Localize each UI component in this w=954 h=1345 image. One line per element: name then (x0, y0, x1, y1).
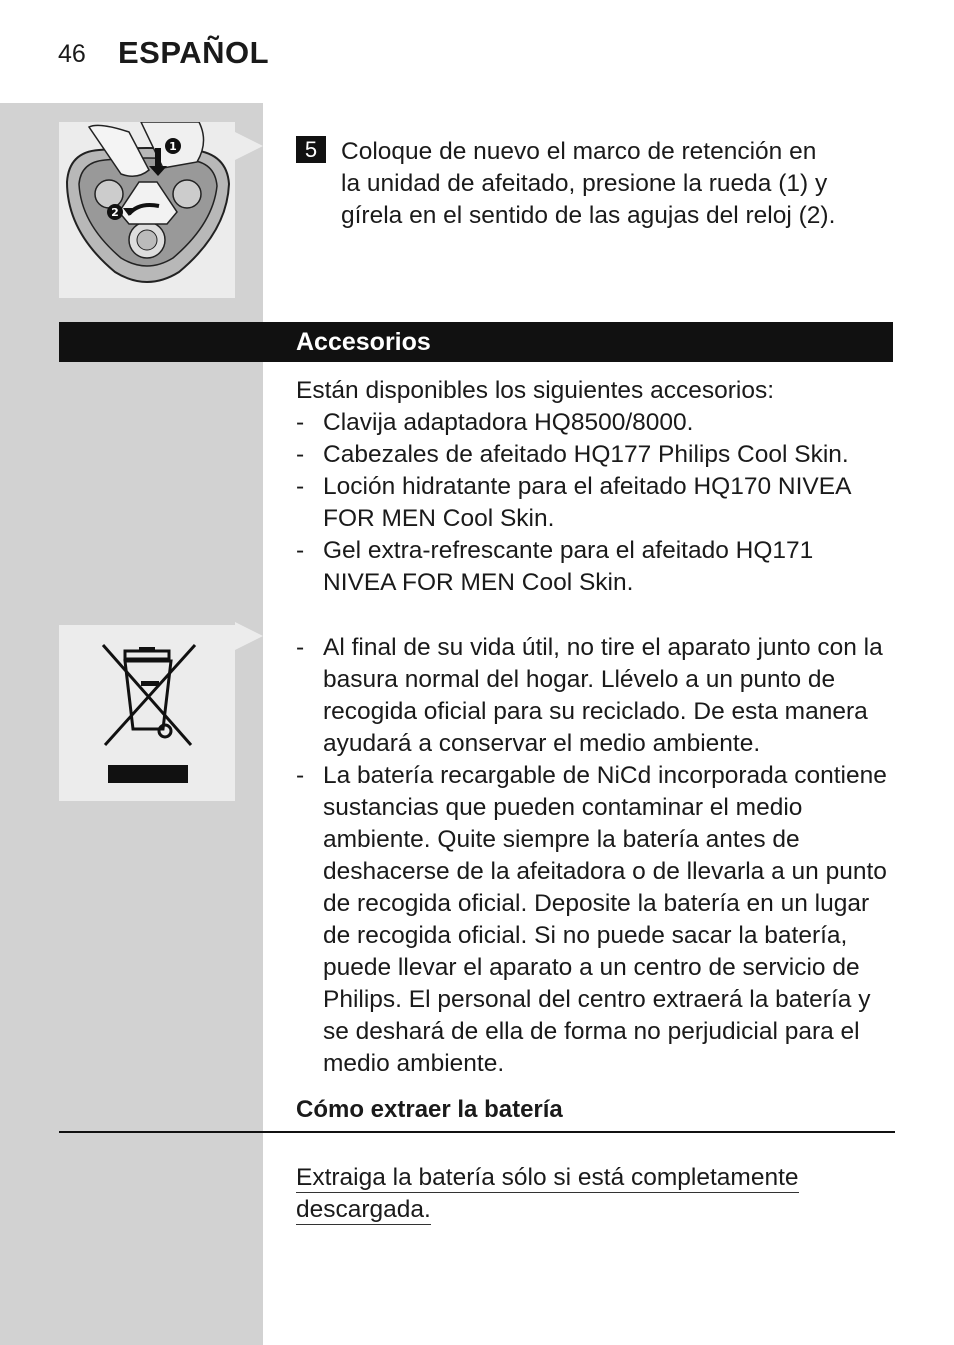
illustration-pointer (235, 622, 263, 650)
environment-item: - Al final de su vida útil, no tire el aparato junto con la basura normal del hogar. Llévelo a un punto de recogida oficial para su reciclado. De esta manera ayudará a conservar el medio ambiente. (296, 632, 888, 760)
step-5-line-1: Coloque de nuevo el marco de retención en (341, 138, 817, 165)
accessory-item: - Loción hidratante para el afeitado HQ170 NIVEA FOR MEN Cool Skin. (296, 471, 889, 535)
battery-warning (296, 1162, 856, 1226)
page-number: 46 (58, 40, 86, 68)
accessories-title: Accesorios (296, 328, 431, 356)
environment-item: - La batería recargable de NiCd incorporada contiene sustancias que pueden contaminar el medio ambiente. Quite siempre la batería antes de deshacerse de la afeitadora o de llevarla a un punto de recogida oficial. Deposite la batería en un lugar de recogida oficial. Si no puede sacar la batería, puede llevar el aparato a un centro de servicio de Philips. El personal del centro extraerá la batería y se deshará de ella de forma no perjudicial para el medio ambiente. (296, 760, 888, 1080)
figure-label-1: 1 (169, 140, 177, 153)
section-divider (59, 1131, 895, 1133)
illustration-pointer (235, 132, 263, 160)
step-5 (296, 136, 876, 229)
step-5-line-3: gírela en el sentido de las agujas del reloj (2). (341, 202, 836, 229)
step-5-line-2: la unidad de afeitado, presione la rueda (1) y (341, 170, 828, 197)
accessory-item: - Clavija adaptadora HQ8500/8000. (296, 407, 896, 439)
accessories-content (296, 375, 896, 599)
battery-removal-title: Cómo extraer la batería (296, 1096, 563, 1123)
warning-line-1: Extraiga la batería sólo si está completamente (296, 1164, 799, 1191)
environment-content (296, 632, 888, 1080)
accessory-item: - Gel extra-refrescante para el afeitado HQ171 NIVEA FOR MEN Cool Skin. (296, 535, 863, 599)
language-heading: ESPAÑOL (118, 35, 270, 70)
warning-line-2: descargada. (296, 1196, 431, 1223)
step-number-badge: 5 (296, 136, 326, 163)
accessories-intro: Están disponibles los siguientes accesorios: (296, 377, 775, 404)
shaving-unit-illustration (59, 122, 235, 298)
accessories-list (296, 407, 896, 599)
figure-label-2: 2 (111, 206, 119, 219)
recycling-bin-illustration (59, 625, 235, 801)
accessories-section-bar (59, 322, 893, 362)
accessory-item: - Cabezales de afeitado HQ177 Philips Cool Skin. (296, 439, 896, 471)
environment-list (296, 632, 888, 1080)
